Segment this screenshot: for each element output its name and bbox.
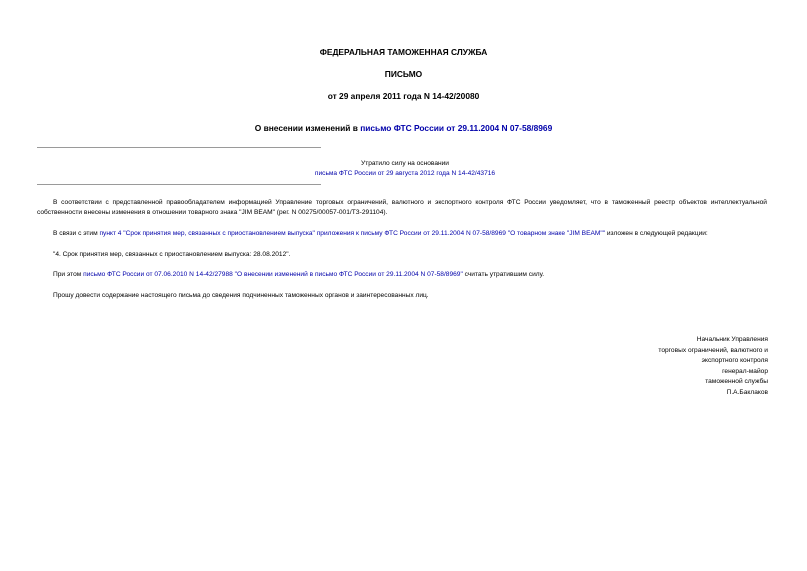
title-link[interactable]: письмо ФТС России от 29.11.2004 N 07-58/8969: [360, 123, 553, 133]
signature-line-5: таможенной службы: [705, 378, 768, 385]
paragraph-4-prefix: При этом: [53, 271, 84, 278]
document-type: ПИСЬМО: [384, 69, 423, 79]
agency-name: ФЕДЕРАЛЬНАЯ ТАМОЖЕННАЯ СЛУЖБА: [319, 47, 488, 57]
signature-line-6: П.А.Баклаков: [726, 388, 768, 396]
status-note-text: Утратило силу на основании: [361, 160, 449, 167]
signature-line-2: торговых ограничений, валютного и: [658, 346, 768, 354]
paragraph-2: [37, 229, 767, 239]
status-note-link[interactable]: письма ФТС России от 29 августа 2012 года N 14-42/43716: [314, 170, 496, 177]
document-title: [0, 123, 807, 133]
divider-top: [37, 147, 321, 148]
paragraph-4-suffix: считать утратившим силу.: [462, 271, 545, 278]
divider-bottom: [37, 184, 321, 185]
paragraph-4: [37, 270, 767, 280]
paragraph-3: "4. Срок принятия мер, связанных с приостановлением выпуска: 28.08.2012".: [53, 251, 291, 258]
title-prefix: О внесении изменений в: [254, 123, 361, 133]
signature-line-4: генерал-майор: [722, 367, 768, 375]
signature-block: [568, 335, 768, 398]
paragraph-2-suffix: изложен в следующей редакции:: [605, 230, 708, 237]
paragraph-4-link[interactable]: письмо ФТС России от 07.06.2010 N 14-42/27988 "О внесении изменений в письмо ФТС России от 29.11.2004 N 07-58/8969": [83, 271, 463, 278]
signature-line-3: экспортного контроля: [701, 357, 768, 364]
paragraph-2-prefix: В связи с этим: [53, 230, 100, 237]
document-date-number: от 29 апреля 2011 года N 14-42/20080: [327, 91, 480, 101]
paragraph-1: В соответствии с представленной правообладателем информацией Управление торговых ограничений, валютного и экспортного контроля ФТС России уведомляет, что в таможенный реестр объектов интеллектуальной собственности внесены изменения в отношении товарного знака "JIM BEAM" (рег. N 00275/00057-001/ТЗ-291104).: [37, 199, 767, 216]
paragraph-2-link[interactable]: пункт 4 "Срок принятия мер, связанных с приостановлением выпуска" приложения к письму ФТС России от 29.11.2004 N 07-58/8969 "О товарном знаке "JIM BEAM"": [99, 230, 606, 237]
signature-line-1: Начальник Управления: [696, 336, 768, 343]
status-note: [300, 159, 510, 179]
paragraph-5: Прошу довести содержание настоящего письма до сведения подчиненных таможенных органов и заинтересованных лиц.: [53, 292, 429, 299]
